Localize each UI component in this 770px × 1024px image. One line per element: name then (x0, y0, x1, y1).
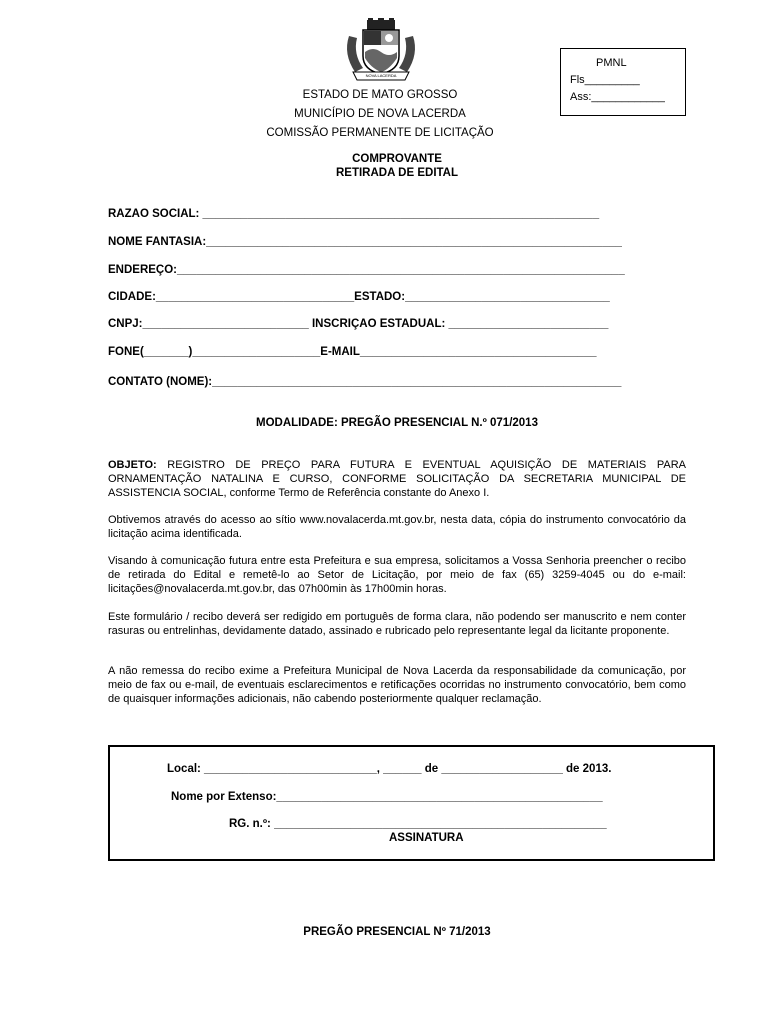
fls-line: Fls_________ (570, 74, 640, 86)
header-municipality: MUNICÍPIO DE NOVA LACERDA (294, 108, 466, 120)
signature-label: ASSINATURA (389, 832, 464, 844)
signature-local-date[interactable]: Local: ___________________________, ______ de ___________________ de 2013. (167, 763, 612, 775)
field-cnpj-inscricao[interactable]: CNPJ:__________________________ INSCRIÇÃO ESTADUAL: _________________________ (108, 318, 609, 330)
signature-rg[interactable]: RG. n.º: ____________________________________________________ (229, 818, 607, 830)
objeto-text: REGISTRO DE PREÇO PARA FUTURA E EVENTUAL AQUISIÇÃO DE MATERIAIS PARA ORNAMENTAÇÃO NATALINA E CURSO, CONFORME SOLICITAÇÃO DA SECRETARIA MUNICIPAL DE ASSISTENCIA SOCIAL, conforme Termo de Referência constante do Anexo I. (108, 459, 686, 500)
pmnl-stamp-box (560, 48, 686, 116)
paragraph-visando: Visando à comunicação futura entre esta Prefeitura e sua empresa, solicitamos a Vossa Senhoria preencher o recibo de retirada do Edital e remetê-lo ao Setor de Licitação, por meio de fax (65) 3259-4045 ou do e-mail: licitações@novalacerda.mt.gov.br, das 07h00min às 17h00min horas. (108, 555, 686, 596)
doc-title-1: COMPROVANTE (352, 153, 442, 165)
objeto-paragraph (108, 458, 686, 501)
field-razao-social[interactable]: RAZÃO SOCIAL: ______________________________________________________________ (108, 208, 600, 220)
paragraph-formulario: Este formulário / recibo deverá ser redigido em português de forma clara, não podendo ser manuscrito e nem conter rasuras ou entrelinhas, devidamente datado, assinado e rubricado pelo representante legal da licitante proponente. (108, 611, 686, 638)
doc-title-2: RETIRADA DE EDITAL (335, 167, 459, 179)
objeto-label: OBJETO: (108, 459, 157, 471)
pmnl-title: PMNL (596, 57, 627, 69)
header-commission: COMISSÃO PERMANENTE DE LICITAÇÃO (266, 127, 494, 139)
field-fone-email[interactable]: FONE(_______)____________________E-MAIL_____________________________________ (108, 346, 597, 358)
field-nome-fantasia[interactable]: NOME FANTASIA:_________________________________________________________________ (108, 236, 622, 248)
footer-pregao: PREGÃO PRESENCIAL Nº 71/2013 (303, 926, 491, 938)
paragraph-obtivemos: Obtivemos através do acesso ao sítio www.novalacerda.mt.gov.br, nesta data, cópia do instrumento convocatório da licitação acima identificada. (108, 514, 686, 541)
field-cidade-estado[interactable]: CIDADE:_______________________________ESTADO:________________________________ (108, 291, 610, 303)
modalidade-title: MODALIDADE: PREGÃO PRESENCIAL N.º 071/2013 (256, 417, 538, 429)
crest-banner-text: NOVA LACERDA (365, 73, 397, 78)
field-contato[interactable]: CONTATO (NOME):________________________________________________________________ (108, 376, 622, 388)
signature-full-name[interactable]: Nome por Extenso:___________________________________________________ (171, 791, 603, 803)
header-state: ESTADO DE MATO GROSSO (302, 89, 458, 101)
field-endereco[interactable]: ENDEREÇO:______________________________________________________________________ (108, 264, 625, 276)
ass-line: Ass:____________ (570, 91, 665, 103)
paragraph-nao-remessa: A não remessa do recibo exime a Prefeitura Municipal de Nova Lacerda da responsabilidade da comunicação, por meio de fax ou e-mail, de eventuais esclarecimentos e retificações ocorridas no instrumento convocatório, bem como de quaisquer informações adicionais, não cabendo posteriormente qualquer reclamação. (108, 665, 686, 706)
